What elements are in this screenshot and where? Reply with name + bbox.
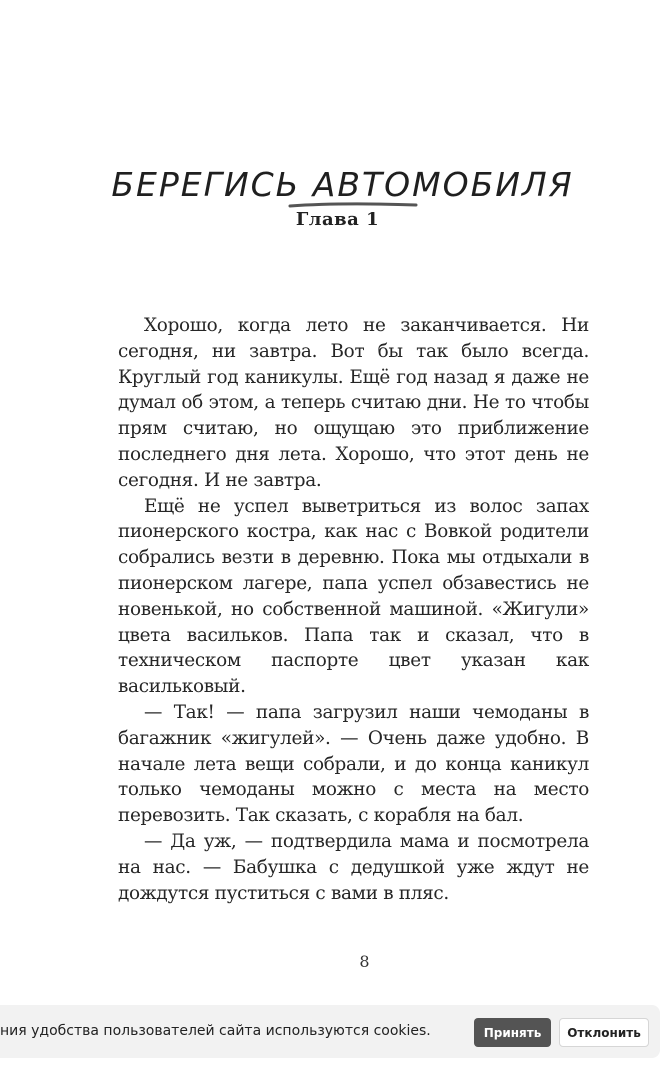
chapter-body-text <box>118 313 589 906</box>
page-number: 8 <box>359 952 370 971</box>
paragraph: — Так! — папа загрузил наши чемоданы в багажник «жигулей». — Очень даже удобно. В начале лета вещи собрали, и до конца каникул только чемоданы можно с места на место перевозить. Так сказать, с корабля на бал. <box>118 701 589 827</box>
chapter-number: Глава 1 <box>295 209 380 230</box>
cookie-banner-text: ния удобства пользователей сайта используются cookies. <box>0 1023 431 1039</box>
title-underline-decoration <box>288 201 418 209</box>
cookie-banner <box>0 1005 660 1058</box>
paragraph: — Да уж, — подтвердила мама и посмотрела на нас. — Бабушка с дедушкой уже ждут не дождутся пуститься с вами в пляс. <box>118 830 589 904</box>
accept-cookies-button[interactable]: Принять <box>474 1018 551 1047</box>
paragraph: Хорошо, когда лето не заканчивается. Ни сегодня, ни завтра. Вот бы так было всегда. Круглый год каникулы. Ещё год назад я даже не думал об этом, а теперь считаю дни. Не то чтобы прям считаю, но ощущаю это приближение последнего дня лета. Хорошо, что этот день не сегодня. И не завтра. <box>118 315 589 491</box>
decline-cookies-button[interactable]: Отклонить <box>559 1018 649 1047</box>
chapter-title: БЕРЕГИСЬ АВТОМОБИЛЯ <box>111 165 574 204</box>
paragraph: Ещё не успел выветриться из волос запах пионерского костра, как нас с Вовкой родители собрались везти в деревню. Пока мы отдыхали в пионерском лагере, папа успел обзавестись не новенькой, но собственной машиной. «Жигули» цвета васильков. Папа так и сказал, что в техническом паспорте цвет указан как васильковый. <box>118 495 589 698</box>
chapter-heading <box>0 165 665 230</box>
cookie-banner-text-container <box>0 1023 460 1039</box>
